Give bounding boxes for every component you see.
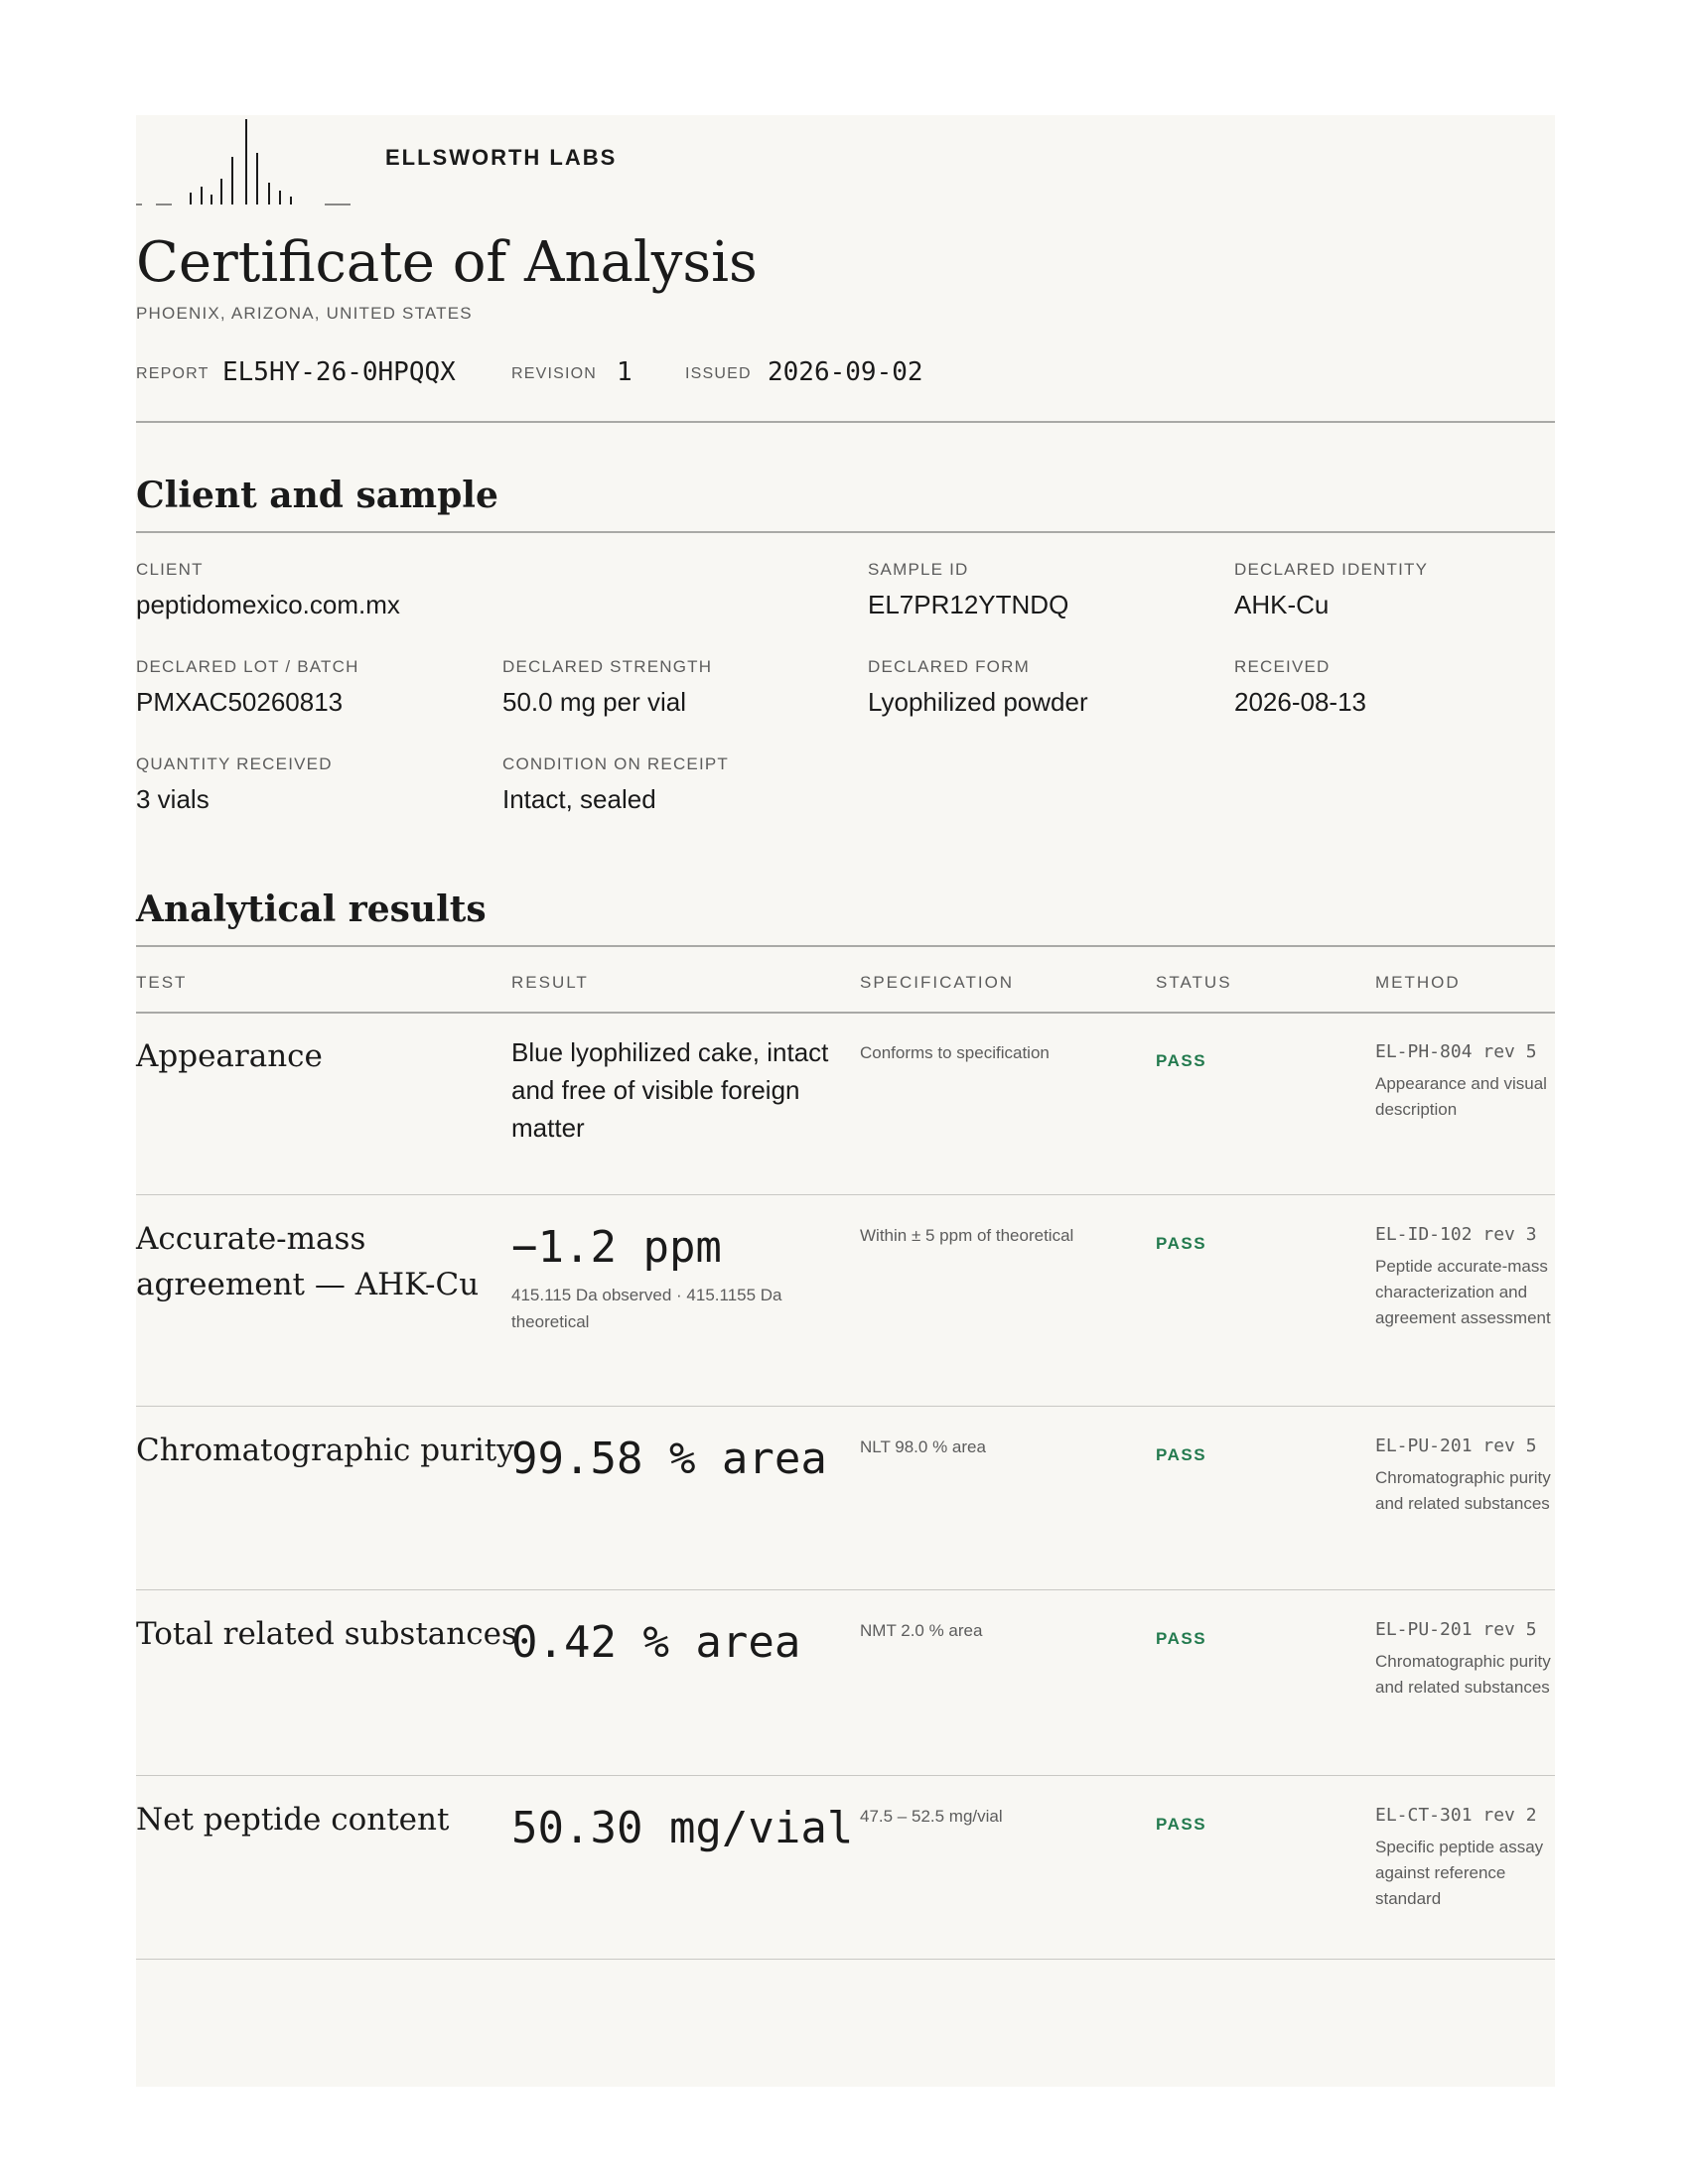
field-value: Intact, sealed [502,784,656,814]
field-label: CLIENT [136,560,204,579]
table-row [136,1012,1555,1194]
method-code: EL-ID-102 rev 3 [1375,1224,1537,1245]
field-value: PMXAC50260813 [136,687,344,717]
test-name: Chromatographic purity [136,1433,514,1468]
field-received [1234,657,1366,718]
method-description: Chromatographic purity and related substances [1375,1468,1551,1513]
table-row [136,1194,1555,1406]
field-label: RECEIVED [1234,657,1331,676]
specification: 47.5 – 52.5 mg/vial [860,1807,1003,1826]
results-title: Analytical results [136,888,487,930]
method-description: Chromatographic purity and related substances [1375,1652,1551,1697]
test-name: Appearance [136,1038,323,1074]
column-header-specification: SPECIFICATION [860,973,1015,992]
method-code: EL-PU-201 rev 5 [1375,1619,1537,1640]
field-label: SAMPLE ID [868,560,969,579]
field-label: DECLARED FORM [868,657,1030,676]
specification: Conforms to specification [860,1043,1050,1062]
specification: Within ± 5 ppm of theoretical [860,1226,1074,1245]
specification: NLT 98.0 % area [860,1437,986,1456]
column-header-method: METHOD [1375,973,1461,992]
result-value: −1.2 ppm [511,1222,722,1273]
page-title: Certificate of Analysis [136,230,758,295]
test-name: Total related substances [136,1616,517,1652]
field-declared-strength [502,657,712,718]
client-sample-title: Client and sample [136,475,498,516]
method-description: Specific peptide assay against reference standard [1375,1838,1544,1908]
test-name: Net peptide content [136,1802,450,1838]
field-value: 50.0 mg per vial [502,687,686,717]
field-value: 3 vials [136,784,210,814]
specification: NMT 2.0 % area [860,1621,983,1640]
certificate-sheet [136,115,1555,2087]
field-quantity-received [136,754,333,815]
table-row [136,1775,1555,1959]
field-label: DECLARED IDENTITY [1234,560,1429,579]
issued-label: ISSUED [685,365,752,382]
lab-location: PHOENIX, ARIZONA, UNITED STATES [136,304,473,323]
method-code: EL-CT-301 rev 2 [1375,1805,1537,1826]
status-badge: PASS [1156,1815,1207,1834]
revision-label: REVISION [511,365,598,382]
row-divider [136,1959,1555,1960]
field-sample-id [868,560,1068,620]
lab-name: ELLSWORTH LABS [385,145,618,170]
field-client [136,560,400,620]
status-badge: PASS [1156,1629,1207,1648]
field-label: QUANTITY RECEIVED [136,754,333,773]
method-code: EL-PH-804 rev 5 [1375,1041,1537,1062]
client-sample-divider [136,531,1555,533]
method-description: Peptide accurate-mass characterization and agreement assessment [1375,1257,1551,1327]
table-row [136,1589,1555,1775]
report-number: EL5HY-26-0HPQQX [222,357,456,387]
field-value: EL7PR12YTNDQ [868,590,1069,619]
field-label: DECLARED LOT / BATCH [136,657,359,676]
field-label: DECLARED STRENGTH [502,657,713,676]
results-divider [136,945,1555,947]
status-badge: PASS [1156,1234,1207,1253]
result-value: 50.30 mg/vial [511,1803,854,1853]
column-header-result: RESULT [511,973,589,992]
report-label: REPORT [136,365,210,382]
result-value: 0.42 % area [511,1617,801,1668]
field-value: 2026-08-13 [1234,687,1366,717]
spectrum-peaks-logo [136,117,354,206]
column-header-test: TEST [136,973,188,992]
revision-number: 1 [617,357,633,387]
result-value: Blue lyophilized cake, intact and free of visible foreign matter [511,1037,829,1143]
header-divider [136,421,1555,423]
status-badge: PASS [1156,1051,1207,1070]
method-description: Appearance and visual description [1375,1074,1547,1119]
method-code: EL-PU-201 rev 5 [1375,1435,1537,1456]
field-value: AHK-Cu [1234,590,1330,619]
field-value: peptidomexico.com.mx [136,590,400,619]
field-label: CONDITION ON RECEIPT [502,754,730,773]
field-declared-identity [1234,560,1428,620]
issued-date: 2026-09-02 [768,357,923,387]
result-value: 99.58 % area [511,1433,827,1484]
field-declared-lot [136,657,359,718]
status-badge: PASS [1156,1445,1207,1464]
table-row [136,1406,1555,1589]
test-name: Accurate-mass agreement — AHK-Cu [136,1221,480,1302]
field-value: Lyophilized powder [868,687,1088,717]
result-detail: 415.115 Da observed · 415.1155 Da theoretical [511,1286,782,1331]
field-condition-on-receipt [502,754,729,815]
field-declared-form [868,657,1088,718]
column-header-status: STATUS [1156,973,1232,992]
